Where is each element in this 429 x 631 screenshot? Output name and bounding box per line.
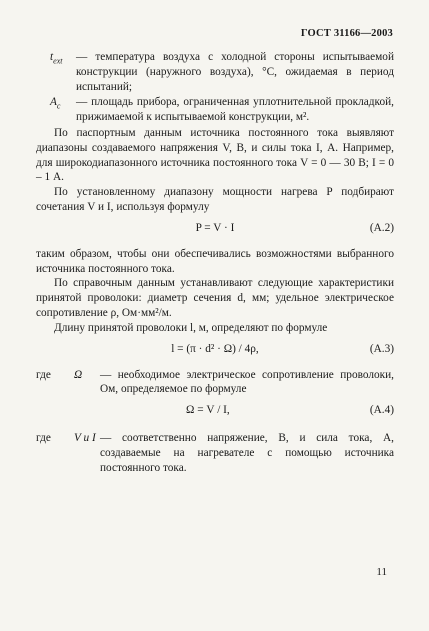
where-text: — соответственно напряжение, В, и сила тока, А, создаваемые на нагревателе с помощью источника постоянного тока. — [100, 432, 394, 474]
formula-expression: Ω = V / I, — [186, 404, 230, 417]
where-text: — необходимое электрическое сопротивление проволоки, Ом, определяемое по формуле — [100, 368, 394, 396]
definition-text: — площадь прибора, ограниченная уплотнительной прокладкой, прижимаемой к испытываемой конструкции, м². — [76, 96, 394, 124]
formula-number: (А.3) — [369, 342, 394, 355]
where-omega — [36, 368, 394, 398]
page-number: 11 — [376, 566, 387, 578]
paragraph-power-source: По паспортным данным источника постоянного тока выявляют диапазоны создаваемого напряжения V, В, и силы тока I, А. Например, для широкодиапазонного источника постоянного тока V = 0 — 30 В; I = 0 – 1 А. — [36, 126, 394, 184]
where-label: где — [36, 432, 51, 445]
formula-a3 — [36, 342, 394, 360]
paragraph-power-range: По установленному диапазону мощности нагрева P подбирают сочетания V и I, используя формулу — [36, 186, 394, 213]
definition-symbol: $t_{ext}$ — [50, 51, 63, 66]
formula-a2 — [36, 221, 394, 239]
where-label: где — [36, 368, 51, 381]
paragraph-wire-characteristics: По справочным данным устанавливают следующие характеристики принятой проволоки: диаметр сечения d, мм; удельное электрическое сопротивление ρ, Ом·мм²/м. — [36, 277, 394, 319]
definition-a-c — [50, 95, 394, 125]
formula-number: (А.2) — [369, 221, 394, 234]
where-v-i — [36, 431, 394, 475]
formula-expression: P = V · I — [195, 221, 235, 234]
where-symbol: Ω — [74, 368, 83, 381]
formula-number: (А.4) — [369, 404, 394, 417]
where-symbol: V и I — [74, 432, 96, 445]
document-body — [36, 50, 394, 476]
definition-t-ext — [50, 50, 394, 94]
formula-a4 — [36, 403, 394, 421]
paragraph-selection: таким образом, чтобы они обеспечивались возможностями выбранного источника постоянного тока. — [36, 247, 394, 275]
definition-symbol: $A_c$ — [50, 96, 61, 111]
formula-expression: l = (π · d² · Ω) / 4ρ, — [171, 342, 259, 355]
paragraph-wire-length: Длину принятой проволоки l, м, определяют по формуле — [54, 321, 328, 334]
doc-code-header: ГОСТ 31166—2003 — [300, 28, 393, 39]
definition-text: — температура воздуха с холодной стороны испытываемой конструкции (наружного воздуха), °С, ожидаемая в период испытаний; — [76, 51, 394, 93]
